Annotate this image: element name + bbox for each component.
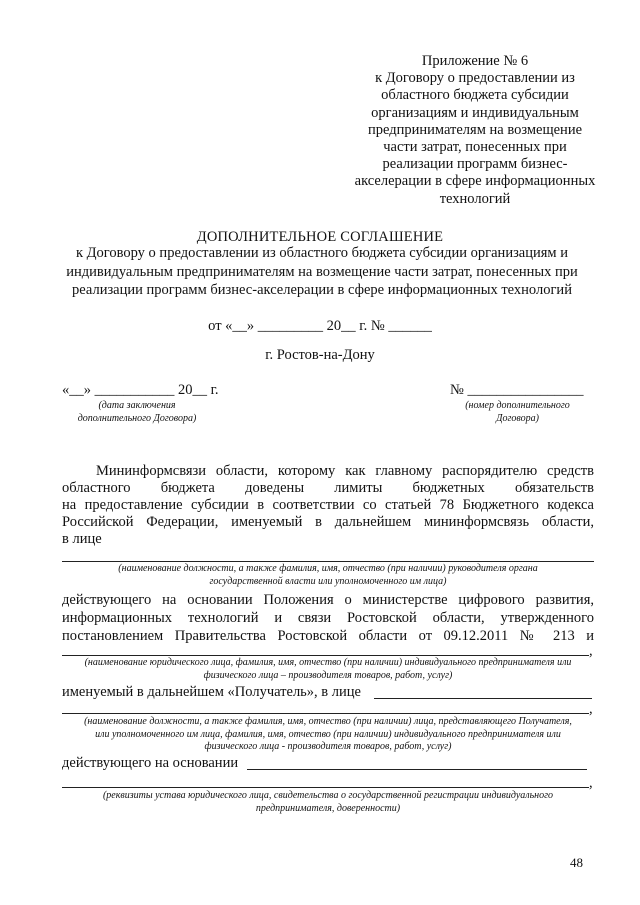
fill-line-basis-1 [247, 769, 587, 770]
para1-line: Российской Федерации, именуемый в дальнейшем мининформсвязь области, [62, 514, 594, 530]
word: доведены [245, 480, 305, 496]
document-subtitle: к Договору о предоставлении из областного бюджета субсидии организациям и индивидуальным предпринимателям на возмещение части затрат, понесенных при реализации программ бизнес-акселерации в сфере информационных технологий [66, 245, 578, 298]
page-number: 48 [570, 855, 583, 870]
recipient-rep-note [62, 716, 594, 754]
fill-line-recipient-rep-1 [374, 698, 592, 699]
agreement-number-note [445, 400, 590, 425]
basis-label: действующего на основании [62, 755, 239, 771]
appendix-line: акселерации в сфере информационных [354, 173, 596, 190]
appendix-line: областного бюджета субсидии [381, 87, 569, 104]
note-line: (наименование юридического лица, фамилия, имя, отчество (при наличии) индивидуального предпринимателя или [84, 657, 572, 668]
comma: , [589, 701, 593, 717]
appendix-line: Приложение № 6 [421, 53, 529, 69]
agreement-date-line: от «__» _________ 20__ г. № ______ [208, 318, 432, 334]
appendix-line: реализации программ бизнес- [382, 156, 568, 173]
appendix-header [330, 53, 620, 208]
para2-line: действующего на основании Положения о министерстве цифрового развития, [62, 592, 594, 608]
word: областного [62, 480, 131, 496]
fill-line-basis-2 [62, 787, 589, 788]
para1-line: Мининформсвязи области, которому как главному распорядителю средств [96, 463, 594, 479]
conclusion-date-note [62, 400, 212, 425]
note-line: (наименование должности, а также фамилия, имя, отчество (при наличии) руководителя органа [118, 563, 538, 574]
fill-line-recipient-name [62, 655, 589, 656]
comma: , [589, 775, 593, 791]
note-line: физического лица - производителя товаров, работ, услуг) [204, 741, 452, 752]
word: бюджетных [412, 480, 485, 496]
note-line: (дата заключения [98, 400, 176, 411]
note-line: или уполномоченного им лица, фамилия, имя, отчество (при наличии) индивидуального предпринимателя или [95, 728, 561, 740]
conclusion-date-field: «__» ___________ 20__ г. [62, 382, 219, 398]
document-title: ДОПОЛНИТЕЛЬНОЕ СОГЛАШЕНИЕ [196, 229, 444, 245]
para1-line-2 [62, 480, 594, 497]
note-line: физического лица – производителя товаров, работ, услуг) [203, 669, 453, 681]
city-line: г. Ростов-на-Дону [265, 347, 375, 363]
para1-line: на предоставление субсидии в соответствии со статьей 78 Бюджетного кодекса [62, 497, 594, 513]
note-line: предпринимателя, доверенности) [255, 802, 401, 814]
appendix-line: части затрат, понесенных при [383, 139, 567, 156]
para2-line: информационных технологий и связи Ростовской области, утвержденного [62, 610, 594, 626]
fill-line-representative [62, 561, 594, 562]
appendix-line: к Договору о предоставлении из [375, 70, 575, 87]
fill-line-recipient-rep-2 [62, 713, 589, 714]
note-line: (наименование должности, а также фамилия, имя, отчество (при наличии) лица, представляющего Получателя, [84, 716, 572, 727]
para1-line: в лице [62, 531, 102, 547]
note-line: государственной власти или уполномоченного им лица) [209, 575, 447, 587]
word: обязательств [514, 480, 594, 496]
note-line: Договора) [496, 412, 539, 424]
agreement-number-field: № ________________ [450, 382, 584, 398]
appendix-line: предпринимателям на возмещение [367, 121, 583, 138]
recipient-name-note [62, 657, 594, 682]
word: лимиты [334, 480, 383, 496]
para2-line: постановлением Правительства Ростовской области от 09.12.2011 № 213 и [62, 628, 594, 644]
appendix-line: организациям и индивидуальным [371, 104, 579, 121]
word: бюджета [160, 480, 215, 496]
representative-note [62, 563, 594, 588]
comma: , [589, 643, 593, 659]
note-line: дополнительного Договора) [77, 412, 197, 424]
recipient-label: именуемый в дальнейшем «Получатель», в лице [62, 684, 361, 700]
note-line: (номер дополнительного [465, 400, 570, 411]
appendix-line: технологий [439, 190, 511, 207]
basis-note [62, 790, 594, 815]
note-line: (реквизиты устава юридического лица, свидетельства о государственной регистрации индивидуального [102, 790, 554, 801]
